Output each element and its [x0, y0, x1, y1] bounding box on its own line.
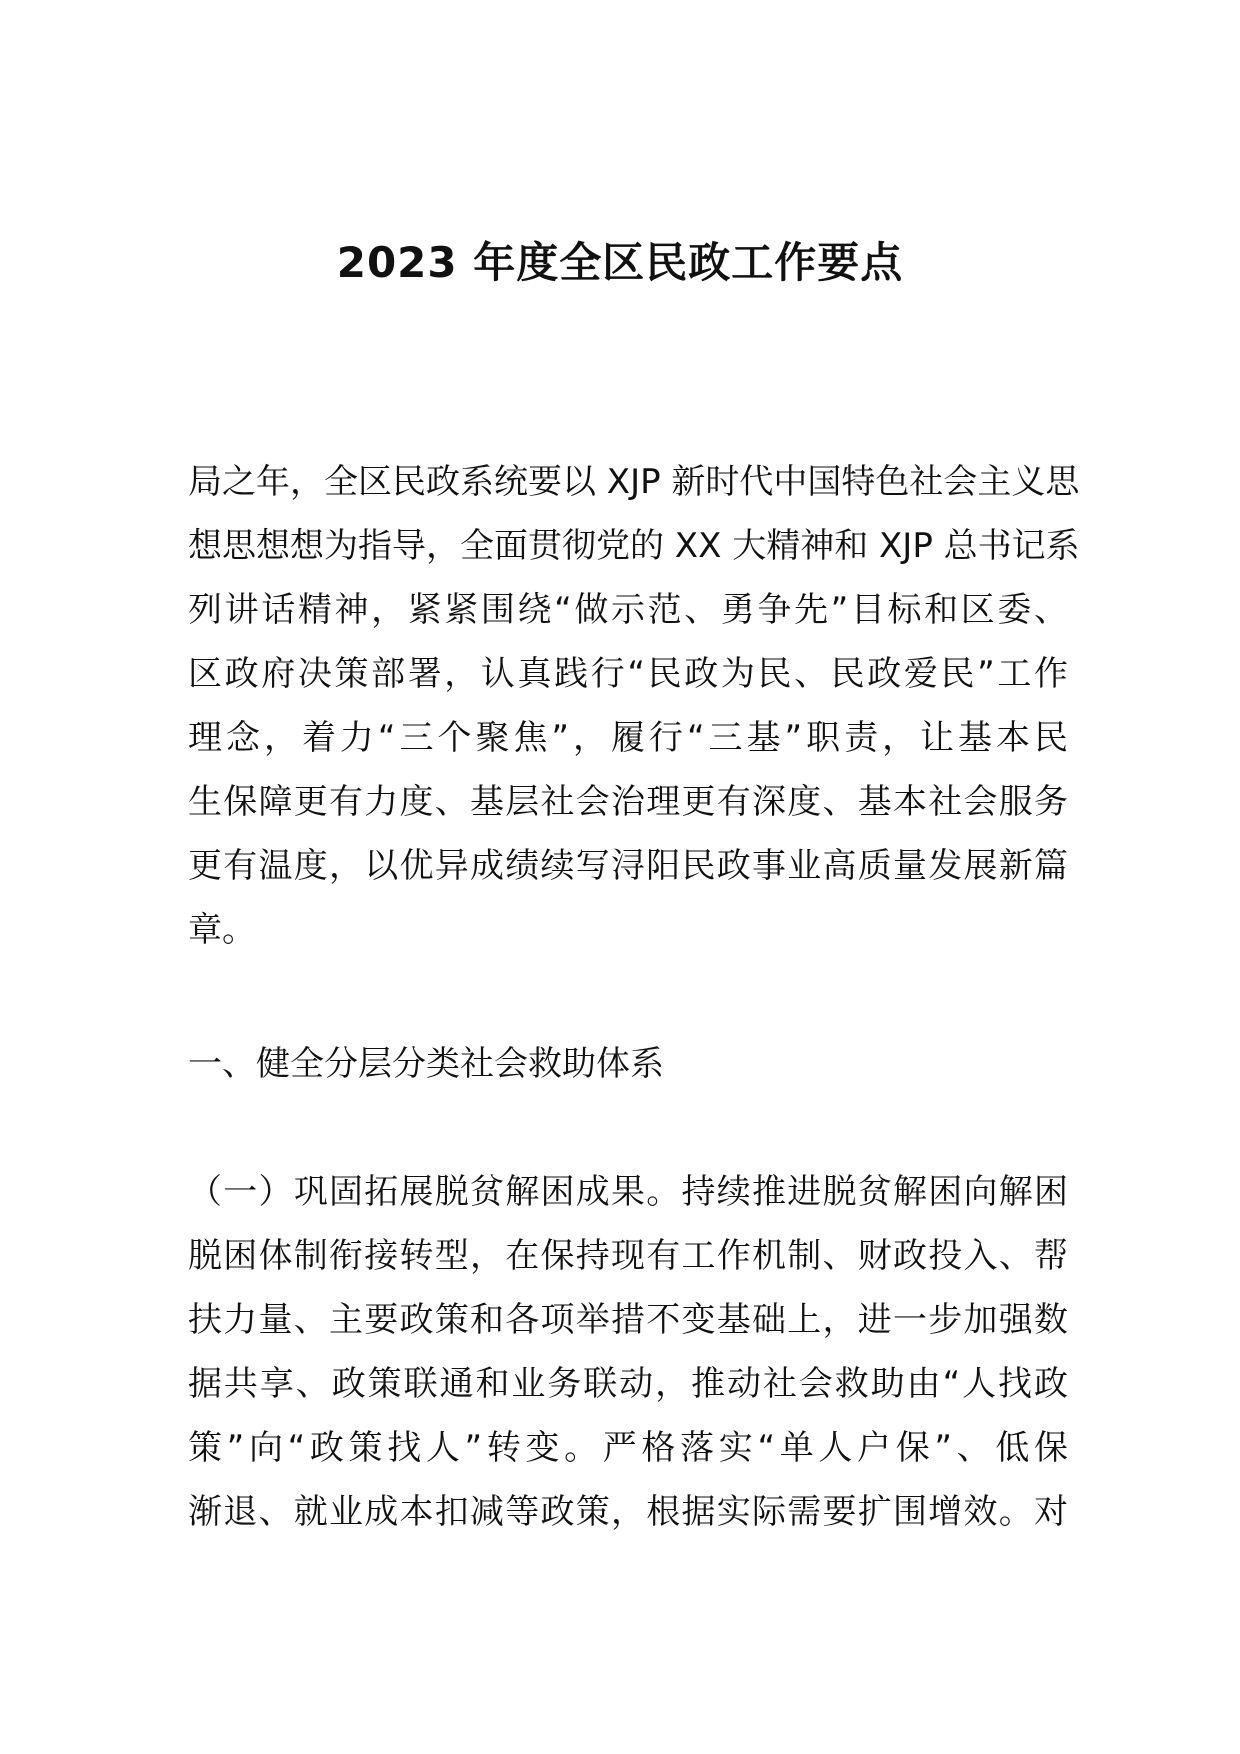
section-heading — [188, 1032, 1068, 1096]
text-line: 据共享、政策联通和业务联动，推动社会救助由“人找政 — [188, 1364, 1068, 1404]
text-line: 扶力量、主要政策和各项举措不变基础上，进一步加强数 — [188, 1300, 1068, 1340]
section-heading-text: 一、健全分层分类社会救助体系 — [188, 1044, 664, 1084]
intro-paragraph — [188, 450, 1080, 962]
text-line: 渐退、就业成本扣减等政策，根据实际需要扩围增效。对 — [188, 1492, 1068, 1532]
text-line: 章。 — [188, 910, 256, 950]
text-line: 策”向“政策找人”转变。严格落实“单人户保”、低保 — [188, 1428, 1068, 1468]
text-line: 想思想想为指导，全面贯彻党的 XX 大精神和 XJP 总书记系 — [188, 526, 1080, 566]
text-line: 区政府决策部署，认真践行“民政为民、民政爱民”工作 — [188, 654, 1068, 694]
text-line: 脱困体制衔接转型，在保持现有工作机制、财政投入、帮 — [188, 1236, 1068, 1276]
document-title: 2023 年度全区民政工作要点 — [336, 238, 904, 288]
text-line: （一）巩固拓展脱贫解困成果。持续推进脱贫解困向解困 — [188, 1172, 1068, 1212]
text-line: 局之年，全区民政系统要以 XJP 新时代中国特色社会主义思 — [188, 462, 1080, 502]
section-paragraph — [188, 1160, 1068, 1544]
text-line: 更有温度，以优异成绩续写浔阳民政事业高质量发展新篇 — [188, 846, 1068, 886]
text-line: 生保障更有力度、基层社会治理更有深度、基本社会服务 — [188, 782, 1068, 822]
text-line: 列讲话精神，紧紧围绕“做示范、勇争先”目标和区委、 — [188, 590, 1068, 630]
text-line: 理念，着力“三个聚焦”，履行“三基”职责，让基本民 — [188, 718, 1068, 758]
